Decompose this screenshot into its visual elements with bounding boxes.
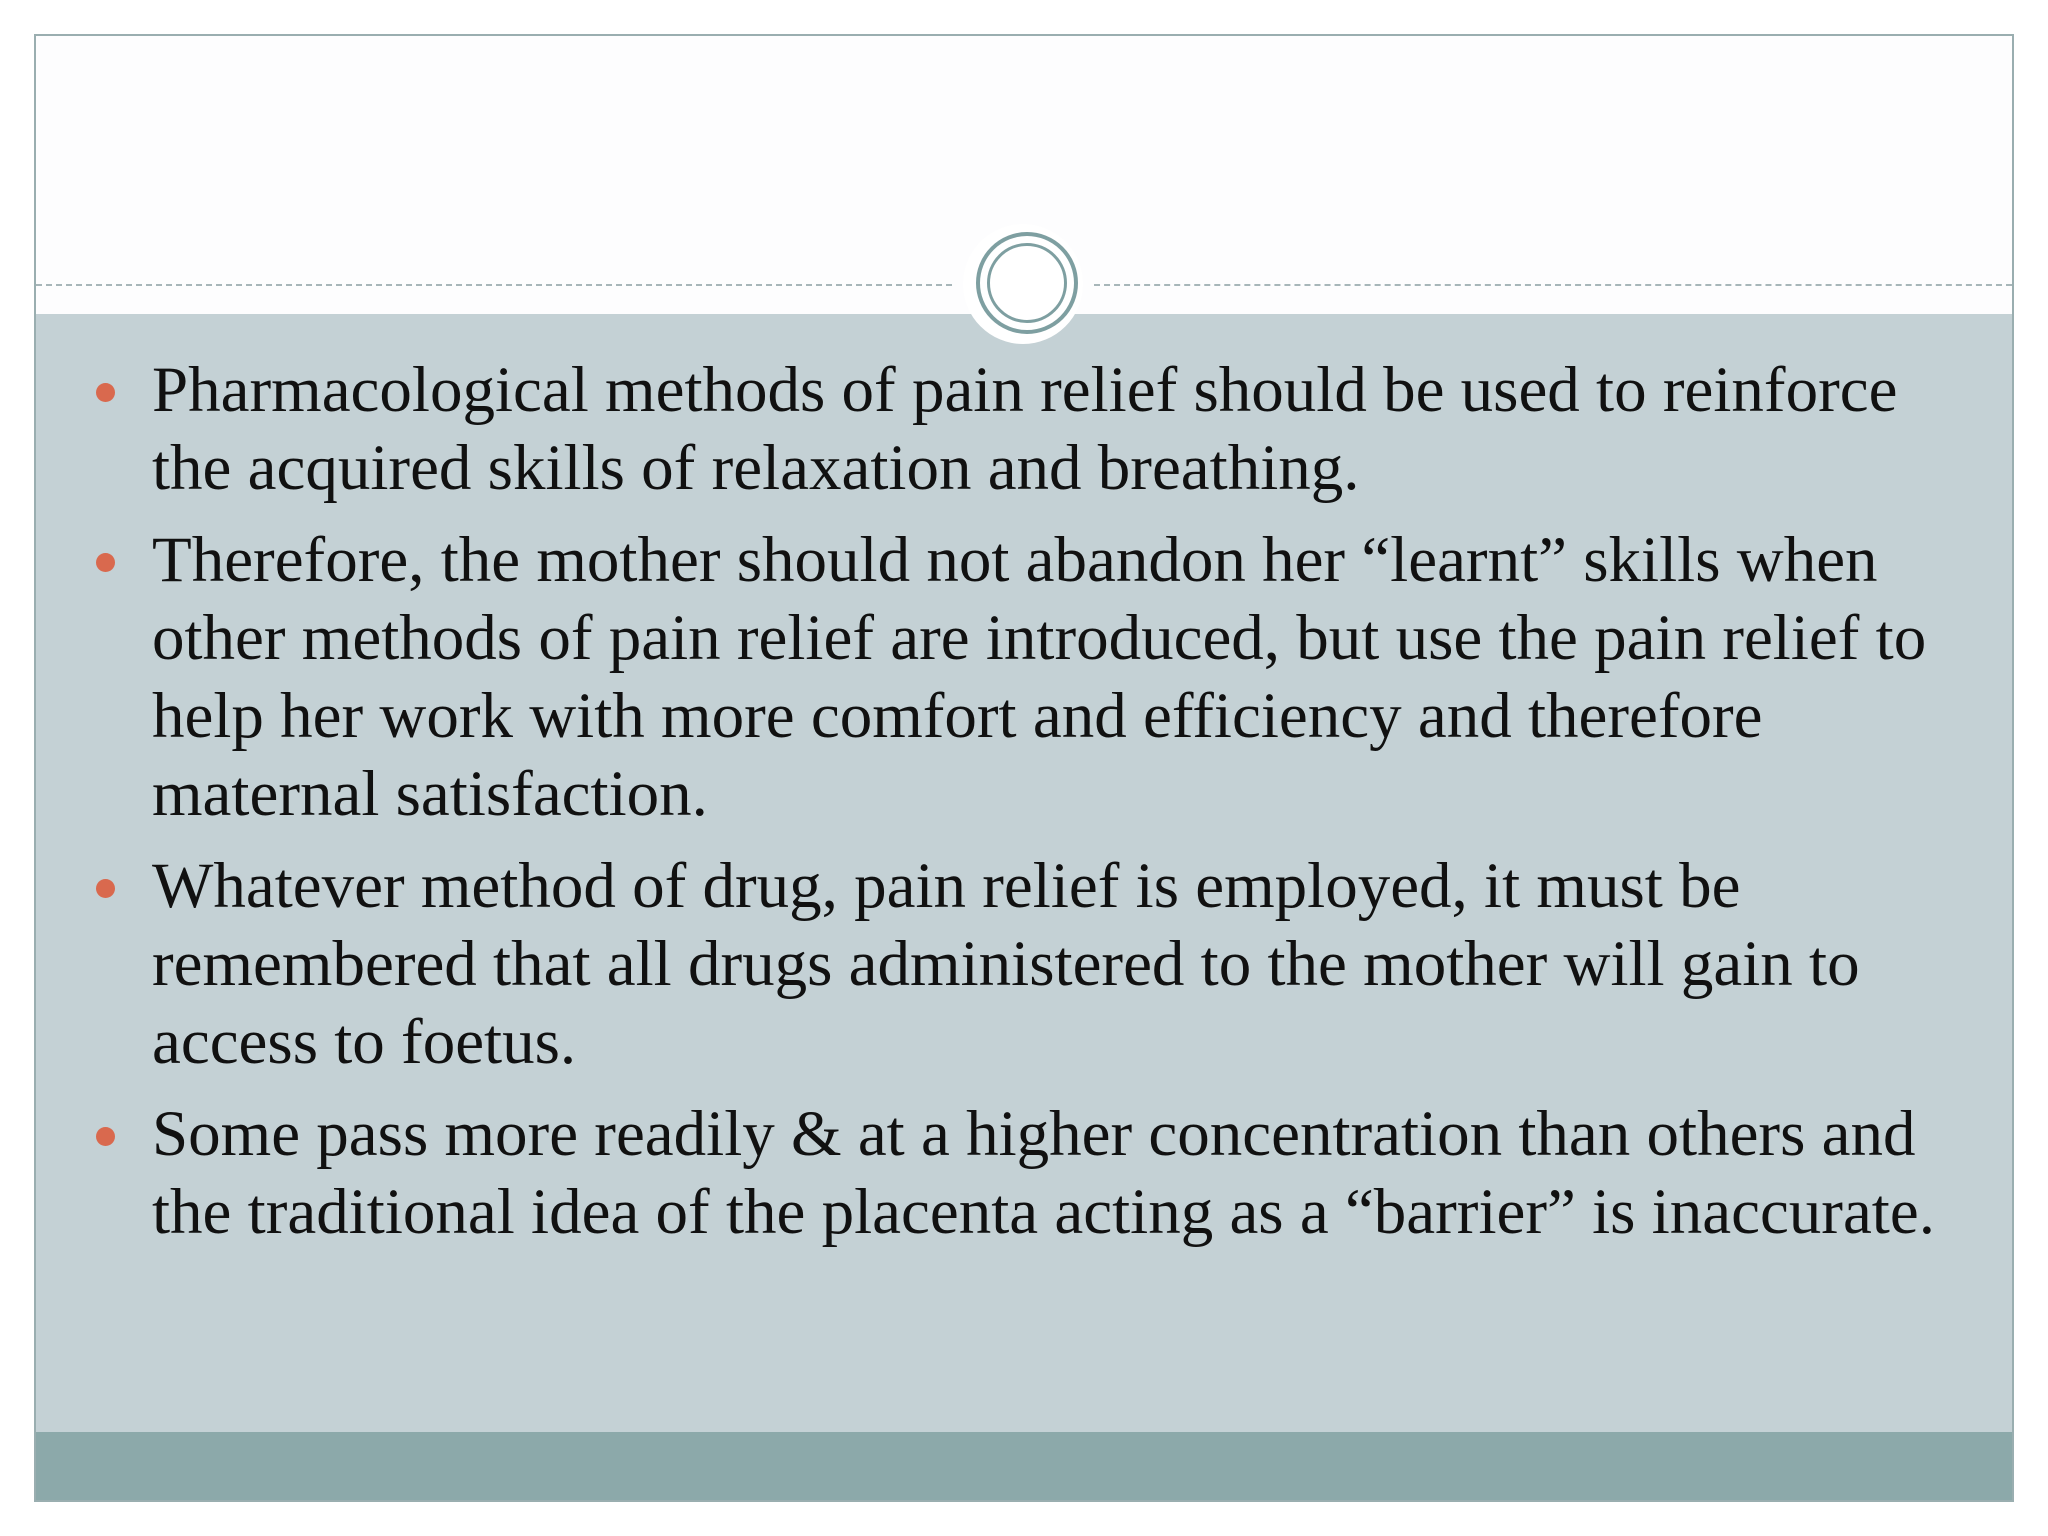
bullet-text: Some pass more readily & at a higher concentration than others and the traditional idea of the placenta acting as a “barrier” is inaccurate. [152, 1098, 1935, 1248]
bullet-dot-icon [96, 383, 115, 402]
bullet-text: Pharmacological methods of pain relief should be used to reinforce the acquired skills of relaxation and breathing. [152, 354, 1898, 504]
bullet-item [36, 521, 2012, 833]
circle-ornament-inner-ring [987, 243, 1067, 323]
bullet-text: Therefore, the mother should not abandon her “learnt” skills when other methods of pain relief are introduced, but use the pain relief to help her work with more comfort and efficiency and therefore maternal satisfaction. [152, 524, 1927, 830]
header-divider-left [36, 284, 952, 286]
header-divider-right [1094, 284, 2012, 286]
slide [34, 34, 2014, 1502]
bullet-dot-icon [96, 1127, 115, 1146]
bullet-text: Whatever method of drug, pain relief is employed, it must be remembered that all drugs administered to the mother will gain to access to foetus. [152, 850, 1860, 1078]
footer-band [36, 1432, 2012, 1502]
circle-ornament-icon [976, 232, 1078, 334]
bullet-item [36, 1095, 2012, 1251]
bullet-list [36, 351, 2012, 1265]
bullet-dot-icon [96, 879, 115, 898]
bullet-item [36, 351, 2012, 507]
bullet-dot-icon [96, 553, 115, 572]
bullet-item [36, 847, 2012, 1081]
